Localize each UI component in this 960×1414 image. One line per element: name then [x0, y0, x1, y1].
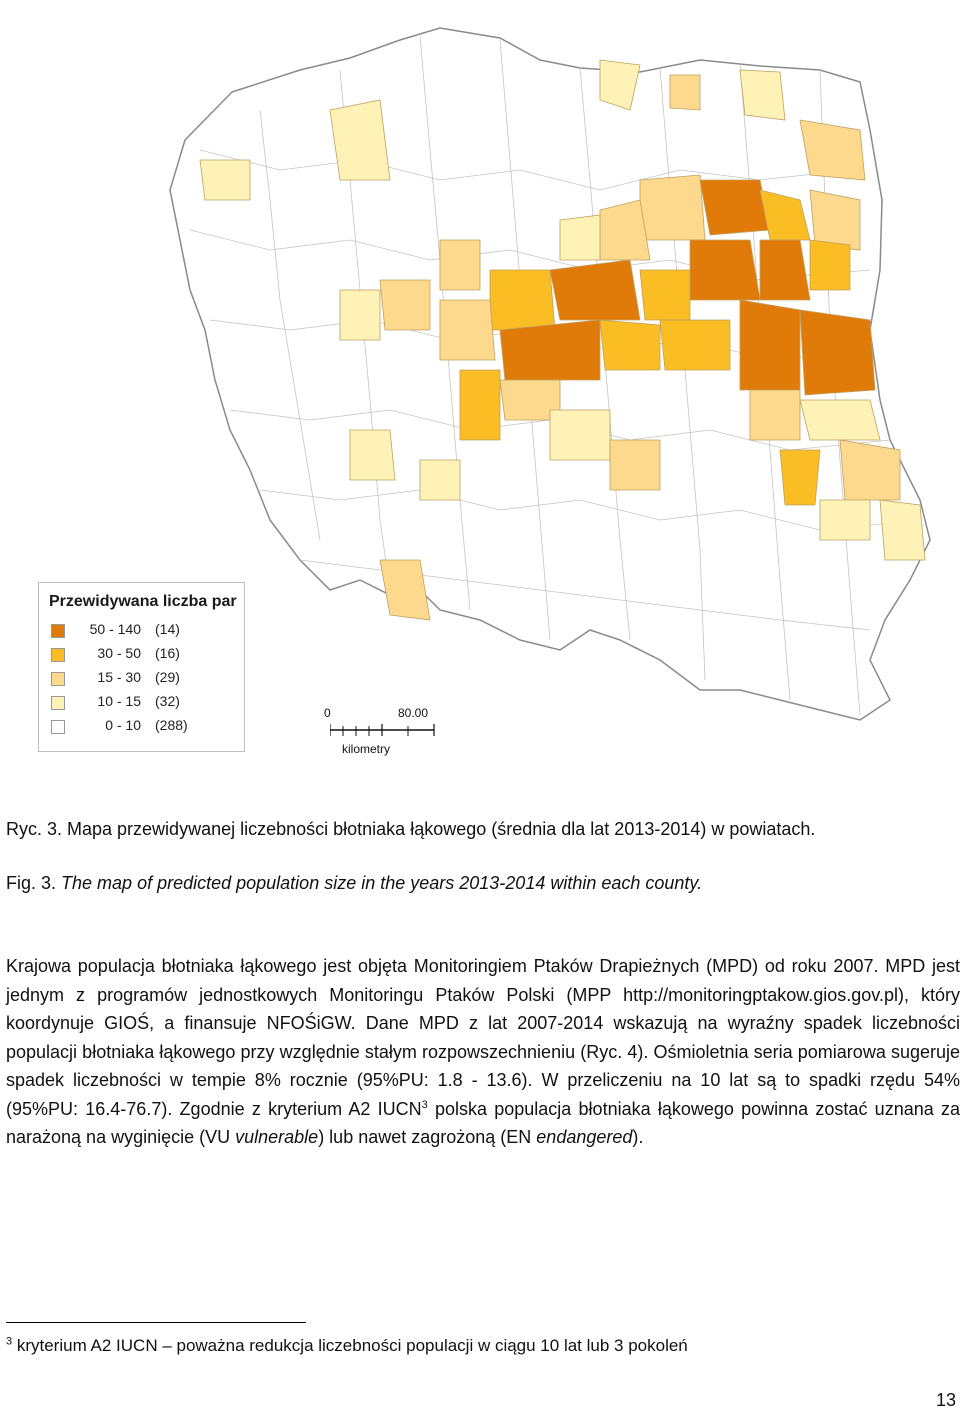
figure-caption-en	[6, 870, 702, 897]
scale-bar	[324, 706, 444, 766]
figure-caption-pl: Ryc. 3. Mapa przewidywanej liczebności błotniaka łąkowego (średnia dla lat 2013-2014) w powiatach.	[6, 819, 816, 839]
footnote-text: kryterium A2 IUCN – poważna redukcja liczebności populacji w ciągu 10 lat lub 3 pokoleń	[12, 1336, 688, 1355]
legend-swatch	[51, 624, 65, 638]
legend-count: (32)	[155, 693, 180, 709]
legend-swatch	[51, 648, 65, 662]
footnote-ref: 3	[421, 1098, 428, 1111]
legend-count: (288)	[155, 717, 188, 733]
legend-range: 10 - 15	[97, 693, 141, 709]
legend-count: (29)	[155, 669, 180, 685]
legend-title: Przewidywana liczba par	[49, 593, 237, 610]
map-legend	[38, 582, 245, 752]
footnote-mark: 3	[6, 1335, 13, 1348]
footnote	[6, 1336, 688, 1356]
caption-en-text: The map of predicted population size in the years 2013-2014 within each county.	[61, 873, 703, 893]
scale-zero-label: 0	[324, 706, 331, 720]
paragraph-text: Krajowa populacja błotniaka łąkowego jest objęta Monitoringiem Ptaków Drapieżnych (MPD) od roku 2007. MPD jest jednym z programów jednostkowych Monitoringu Ptaków Polski (MPP http://monitoringptakow.gios.gov.pl), który koordynuje GIOŚ, a finansuje NFOŚiGW. Dane MPD z lat 2007-2014 wskazują na wyraźny spadek liczebności populacji błotniaka łąkowego przy względnie stałym rozpowszechnieniu (Ryc. 4). Ośmioletnia seria pomiarowa sugeruje spadek liczebności w tempie 8% rocznie (95%PU: 1.8 - 13.6). W przeliczeniu na 10 lat są to spadki rzędu 54% (95%PU: 16.4-76.7). Zgodnie z kryterium A2 IUCN	[6, 956, 960, 1119]
paragraph-text: ) lub nawet zagrożoną (EN	[318, 1127, 537, 1147]
legend-swatch	[51, 672, 65, 686]
legend-range: 50 - 140	[89, 621, 141, 637]
footnote-separator	[6, 1322, 306, 1323]
legend-range: 30 - 50	[97, 645, 141, 661]
body-paragraph	[6, 952, 960, 1152]
legend-range: 0 - 10	[105, 717, 141, 733]
caption-en-prefix: Fig. 3.	[6, 873, 62, 893]
legend-swatch	[51, 696, 65, 710]
legend-range: 15 - 30	[97, 669, 141, 685]
term-endangered: endangered	[536, 1127, 633, 1147]
legend-count: (14)	[155, 621, 180, 637]
scale-unit-label: kilometry	[342, 742, 391, 756]
term-vulnerable: vulnerable	[235, 1127, 319, 1147]
paragraph	[6, 952, 960, 1152]
legend-swatch	[51, 720, 65, 734]
scale-ticks	[330, 722, 440, 738]
scale-max-label: 80.00	[398, 706, 429, 720]
paragraph-text: ).	[632, 1127, 644, 1147]
legend-count: (16)	[155, 645, 180, 661]
page-number: 13	[935, 1390, 956, 1410]
paragraph-text: polska populacja błotniaka łąkowego powinna zostać uznana za narażoną na wyginięcie (VU	[6, 1098, 960, 1147]
